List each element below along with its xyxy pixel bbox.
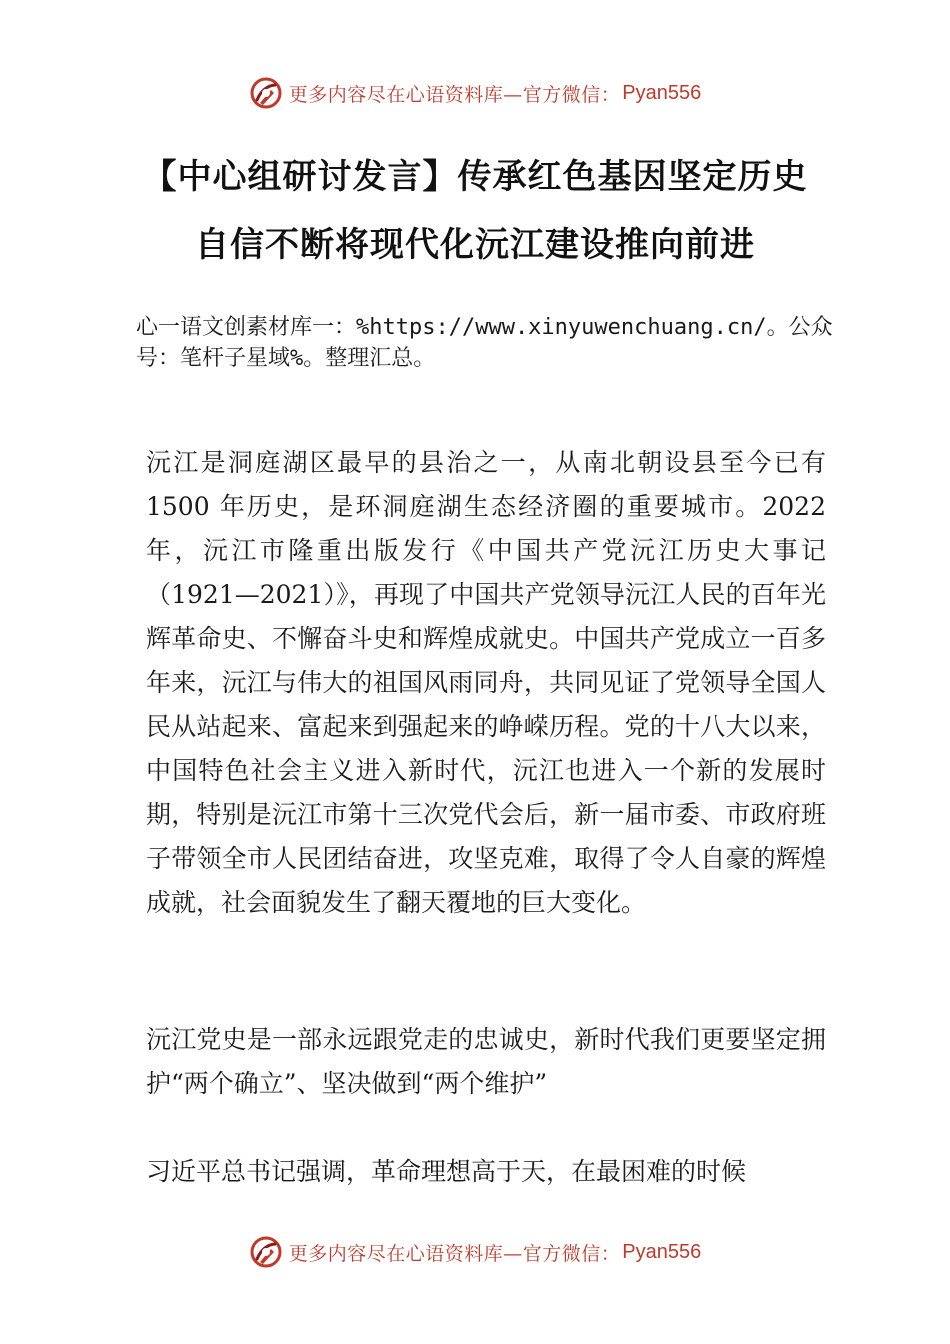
paragraph-2: 沅江党史是一部永远跟党走的忠诚史，新时代我们更要坚定拥护“两个确立”、坚决做到“两个维护” [146, 1025, 826, 1098]
banner-wechat-id: Pyan556 [622, 1240, 702, 1263]
source-note: 心一语文创素材库一：%https://www.xinyuwenchuang.cn/。公众号：笔杆子星域%。整理汇总。 [136, 315, 833, 371]
paragraph-1: 沅江是洞庭湖区最早的县治之一，从南北朝设县至今已有 1500 年历史，是环洞庭湖生态经济圈的重要城市。2022年，沅江市隆重出版发行《中国共产党沅江历史大事记（1921—2021）》，再现了中国共产党领导沅江人民的百年光辉革命史、不懈奋斗史和辉煌成就史。中国共产党成立一百多年来，沅江与伟大的祖国风雨同舟，共同见证了党领导全国人民从站起来、富起来到强起来的峥嵘历程。党的十八大以来，中国特色社会主义进入新时代，沅江也进入一个新的发展时期，特别是沅江市第十三次党代会后，新一届市委、市政府班子带领全市人民团结奋进，攻坚克难，取得了令人自豪的辉煌成就，社会面貌发生了翻天覆地的巨大变化。 [146, 448, 826, 917]
title-line-2: 自信不断将现代化沅江建设推向前进 [195, 225, 755, 265]
banner-wechat-id: Pyan556 [622, 81, 702, 104]
paragraph-3: 习近平总书记强调，革命理想高于天，在最困难的时候 [146, 1157, 747, 1186]
footer-banner [0, 1232, 950, 1272]
title-line-1: 【中心组研讨发言】传承红色基因坚定历史 [142, 157, 808, 197]
banner-text: 更多内容尽在心语资料库—官方微信： [288, 83, 621, 106]
document-title [60, 143, 890, 279]
pen-swirl-logo-icon [249, 76, 283, 110]
banner-text: 更多内容尽在心语资料库—官方微信： [288, 1242, 621, 1265]
pen-swirl-logo-icon [249, 1235, 283, 1269]
header-banner [0, 73, 950, 113]
